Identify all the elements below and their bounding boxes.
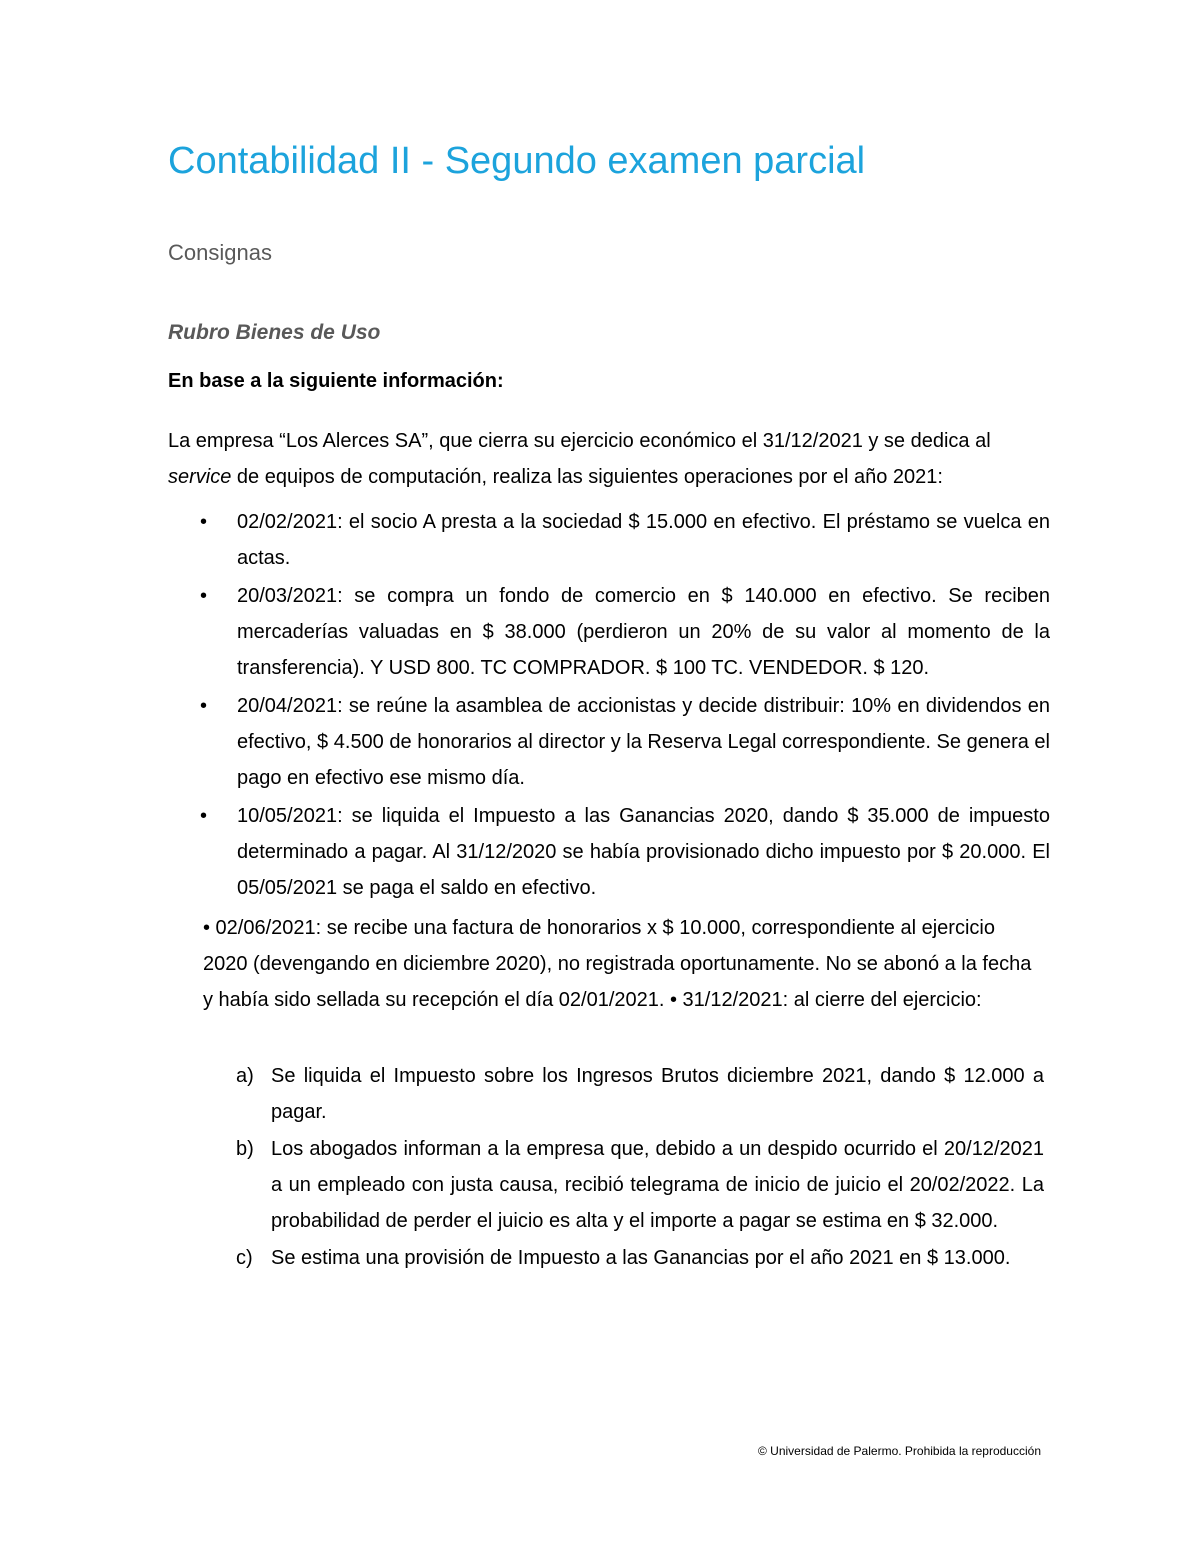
list-item-text: 10/05/2021: se liquida el Impuesto a las Ganancias 2020, dando $ 35.000 de impuesto determinado a pagar. Al 31/12/2020 se había provisionado dicho impuesto por $ 20.000. El 05/05/2021 se paga el saldo en efectivo. bbox=[237, 805, 1050, 899]
section-heading: Rubro Bienes de Uso bbox=[168, 321, 381, 344]
sub-list-item bbox=[236, 1058, 1044, 1130]
document-title: Contabilidad II - Segundo examen parcial bbox=[168, 140, 866, 182]
list-item-text: 20/03/2021: se compra un fondo de comercio en $ 140.000 en efectivo. Se reciben mercaderías valuadas en $ 38.000 (perdieron un 20% de su valor al momento de la transferencia). Y USD 800. TC COMPRADOR. $ 100 TC. VENDEDOR. $ 120. bbox=[237, 585, 1050, 679]
lead-text: En base a la siguiente información: bbox=[168, 370, 504, 392]
sub-list-item bbox=[236, 1240, 1044, 1276]
closing-subitems bbox=[236, 1058, 1044, 1276]
intro-italic-word: service bbox=[168, 466, 232, 488]
intro-text-part2: de equipos de computación, realiza las siguientes operaciones por el año 2021: bbox=[231, 466, 943, 488]
document-subtitle: Consignas bbox=[168, 240, 272, 265]
free-paragraph: • 02/06/2021: se recibe una factura de honorarios x $ 10.000, correspondiente al ejercicio 2020 (devengando en diciembre 2020), no registrada oportunamente. No se abonó a la fecha y había sido sellada su recepción el día 02/01/2021. • 31/12/2021: al cierre del ejercicio: bbox=[203, 917, 1032, 1011]
sub-item-marker: b) bbox=[236, 1138, 254, 1160]
list-item bbox=[200, 578, 1050, 686]
bullet-icon: • bbox=[200, 511, 208, 533]
intro-paragraph bbox=[168, 423, 1048, 495]
sub-item-marker: c) bbox=[236, 1247, 253, 1269]
bullet-icon: • bbox=[200, 585, 208, 607]
sub-list-item bbox=[236, 1131, 1044, 1239]
list-item bbox=[200, 504, 1050, 576]
list-item-text: 02/02/2021: el socio A presta a la sociedad $ 15.000 en efectivo. El préstamo se vuelca en actas. bbox=[237, 511, 1050, 569]
intro-text-part1: La empresa “Los Alerces SA”, que cierra su ejercicio económico el 31/12/2021 y se dedica al bbox=[168, 430, 991, 452]
sub-item-text: Los abogados informan a la empresa que, debido a un despido ocurrido el 20/12/2021 a un empleado con justa causa, recibió telegrama de inicio de juicio el 20/02/2022. La probabilidad de perder el juicio es alta y el importe a pagar se estima en $ 32.000. bbox=[271, 1138, 1044, 1232]
bullet-icon: • bbox=[200, 695, 208, 717]
sub-item-text: Se estima una provisión de Impuesto a las Ganancias por el año 2021 en $ 13.000. bbox=[271, 1247, 1011, 1269]
list-item bbox=[200, 798, 1050, 906]
sub-item-text: Se liquida el Impuesto sobre los Ingresos Brutos diciembre 2021, dando $ 12.000 a pagar. bbox=[271, 1065, 1044, 1123]
copyright-footer: © Universidad de Palermo. Prohibida la reproducción bbox=[758, 1444, 1041, 1458]
sub-item-marker: a) bbox=[236, 1065, 254, 1087]
operations-list bbox=[200, 504, 1050, 906]
list-item-text: 20/04/2021: se reúne la asamblea de accionistas y decide distribuir: 10% en dividendos en efectivo, $ 4.500 de honorarios al director y la Reserva Legal correspondiente. Se genera el pago en efectivo ese mismo día. bbox=[237, 695, 1050, 789]
bullet-icon: • bbox=[200, 805, 208, 827]
list-item bbox=[200, 688, 1050, 796]
